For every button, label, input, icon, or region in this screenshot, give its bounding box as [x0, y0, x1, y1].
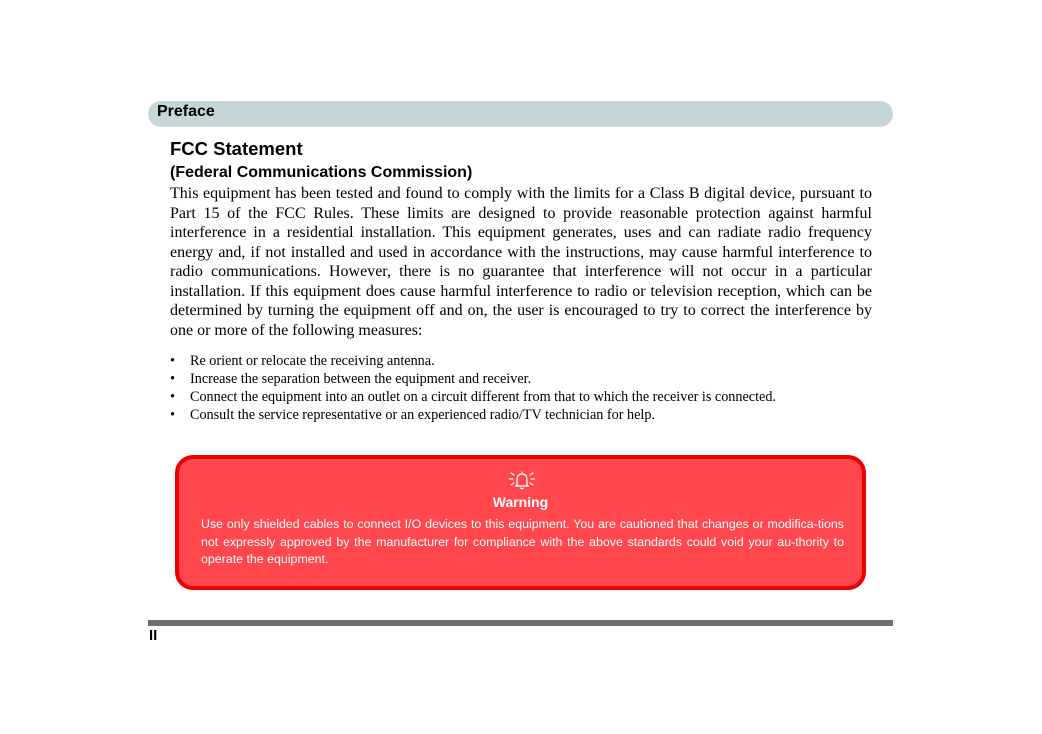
- section-body-paragraph: This equipment has been tested and found to comply with the limits for a Class B digital device, pursuant to Part 15 of the FCC Rules. These limits are designed to provide reasonable protection against harmful interference in a residential installation. This equipment generates, uses and can radiate radio frequency energy and, if not installed and used in accordance with the instructions, may cause harmful interference to radio communications. However, there is no guarantee that interference will not occur in a particular installation. If this equipment does cause harmful interference to radio or television reception, which can be determined by turning the equipment off and on, the user is encouraged to try to correct the interference by one or more of the following measures:: [170, 185, 872, 339]
- footer-divider: [148, 620, 893, 626]
- warning-callout: [175, 455, 866, 590]
- bullet-icon: •: [170, 371, 175, 387]
- list-item-text: Re orient or relocate the receiving antenna.: [190, 353, 435, 369]
- alarm-bell-icon: [508, 469, 536, 491]
- warning-text: Use only shielded cables to connect I/O devices to this equipment. You are cautioned that changes or modifica-tions not expressly approved by the manufacturer for compliance with the above standards could void your au-thority to operate the equipment.: [201, 517, 844, 566]
- list-item-text: Connect the equipment into an outlet on a circuit different from that to which the receiver is connected.: [190, 389, 776, 405]
- section-title: FCC Statement: [170, 138, 303, 159]
- bullet-icon: •: [170, 407, 175, 423]
- list-item: [170, 406, 872, 424]
- bullet-icon: •: [170, 389, 175, 405]
- section-subtitle: (Federal Communications Commission): [170, 164, 473, 181]
- fcc-section: [170, 138, 872, 424]
- chapter-header-bar: [148, 101, 893, 127]
- list-item: [170, 370, 872, 388]
- list-item: [170, 352, 872, 370]
- list-item-text: Increase the separation between the equipment and receiver.: [190, 371, 532, 387]
- list-item: [170, 388, 872, 406]
- list-item-text: Consult the service representative or an experienced radio/TV technician for help.: [190, 407, 655, 423]
- warning-label: Warning: [492, 494, 549, 510]
- page-number: II: [149, 627, 158, 644]
- chapter-title: Preface: [157, 103, 215, 120]
- measures-list: [170, 352, 872, 424]
- bullet-icon: •: [170, 353, 175, 369]
